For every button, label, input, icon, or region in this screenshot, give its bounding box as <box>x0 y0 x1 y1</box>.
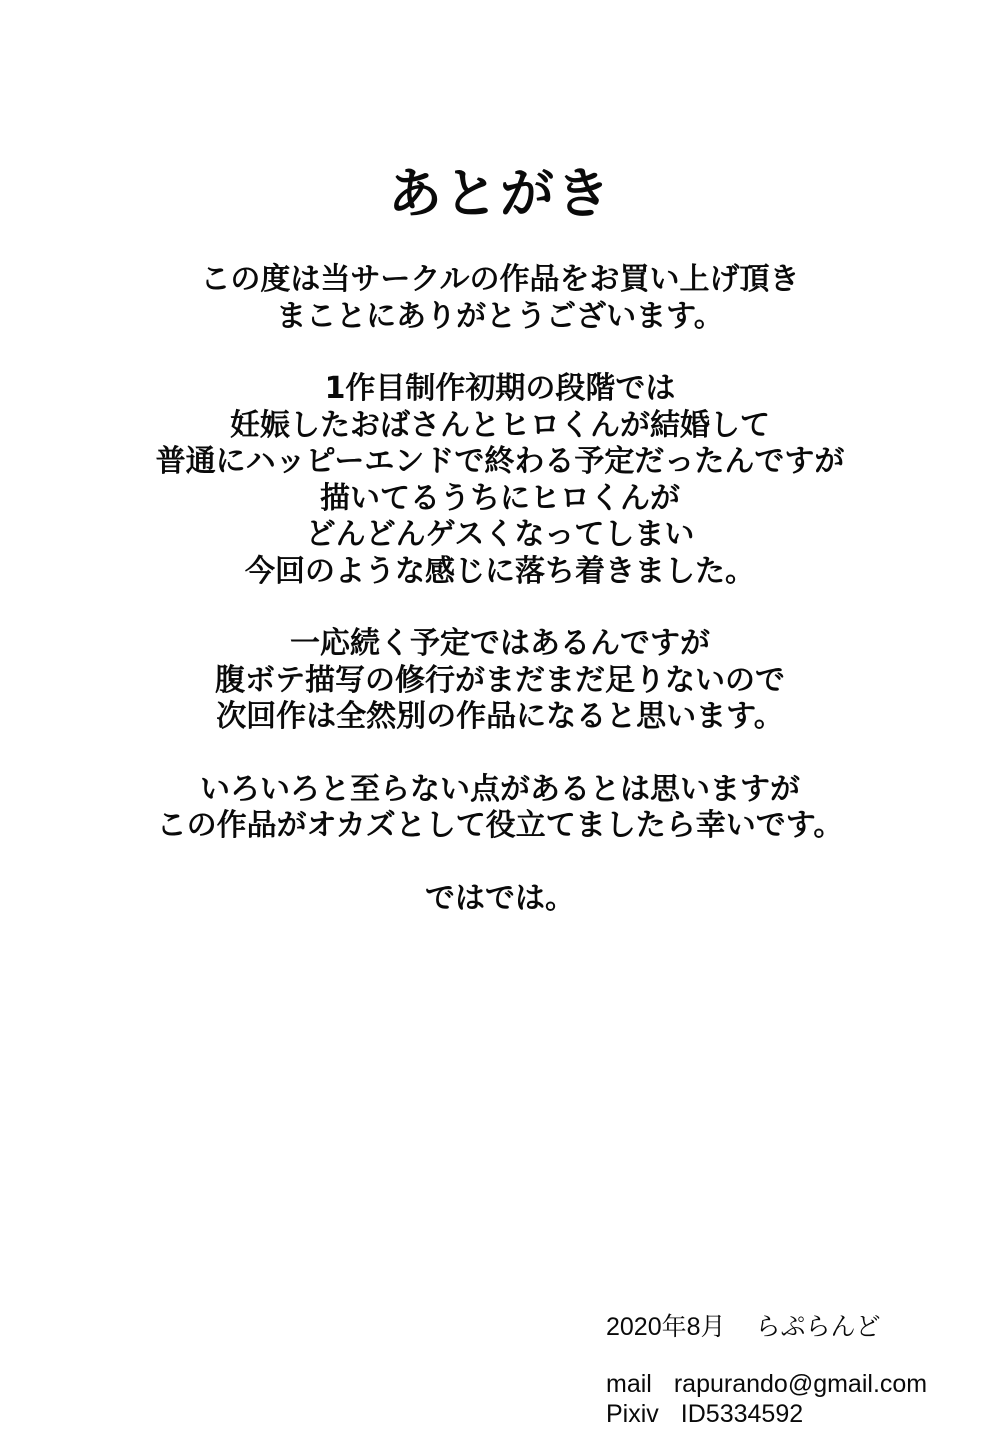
text-line: 普通にハッピーエンドで終わる予定だったんですが <box>155 444 845 479</box>
author-name: らぷらんど <box>755 1313 881 1341</box>
pixiv-label: Pixiv <box>606 1400 659 1428</box>
paragraph-story <box>0 371 1000 590</box>
text-line: この度は当サークルの作品をお買い上げ頂き <box>200 262 800 297</box>
text-line: まことにありがとうございます。 <box>276 298 724 334</box>
paragraph-closing-note <box>0 772 1000 845</box>
text-line: この作品がオカズとして役立てましたら幸いです。 <box>156 808 844 843</box>
text-line: 描いてるうちにヒロくんが <box>320 480 680 516</box>
publication-date: 2020年8月 <box>606 1313 726 1341</box>
text-line: 今回のような感じに落ち着きました。 <box>245 553 755 589</box>
author-footer <box>606 1312 986 1429</box>
pixiv-id: ID5334592 <box>680 1400 804 1428</box>
afterword-body <box>0 262 1000 917</box>
closing-line: ではでは。 <box>425 880 575 916</box>
mail-row <box>606 1369 986 1399</box>
paragraph-next-work <box>0 626 1000 736</box>
text-line: 腹ボテ描写の修行がまだまだ足りないので <box>215 662 785 698</box>
paragraph-thanks <box>0 262 1000 335</box>
mail-label: mail <box>606 1370 652 1398</box>
text-line: どんどんゲスくなってしまい <box>305 517 695 552</box>
text-line: 1作目制作初期の段階では <box>324 371 676 406</box>
text-line: 妊娠したおばさんとヒロくんが結婚して <box>230 407 770 443</box>
page-title: あとがき <box>388 162 612 226</box>
text-line: いろいろと至らない点があるとは思いますが <box>200 771 800 807</box>
pixiv-row <box>606 1399 986 1429</box>
date-author-row <box>606 1312 986 1342</box>
mail-address: rapurando@gmail.com <box>673 1370 928 1398</box>
text-line: 一応続く予定ではあるんですが <box>290 626 710 661</box>
text-line: 次回作は全然別の作品になると思います。 <box>216 699 784 734</box>
